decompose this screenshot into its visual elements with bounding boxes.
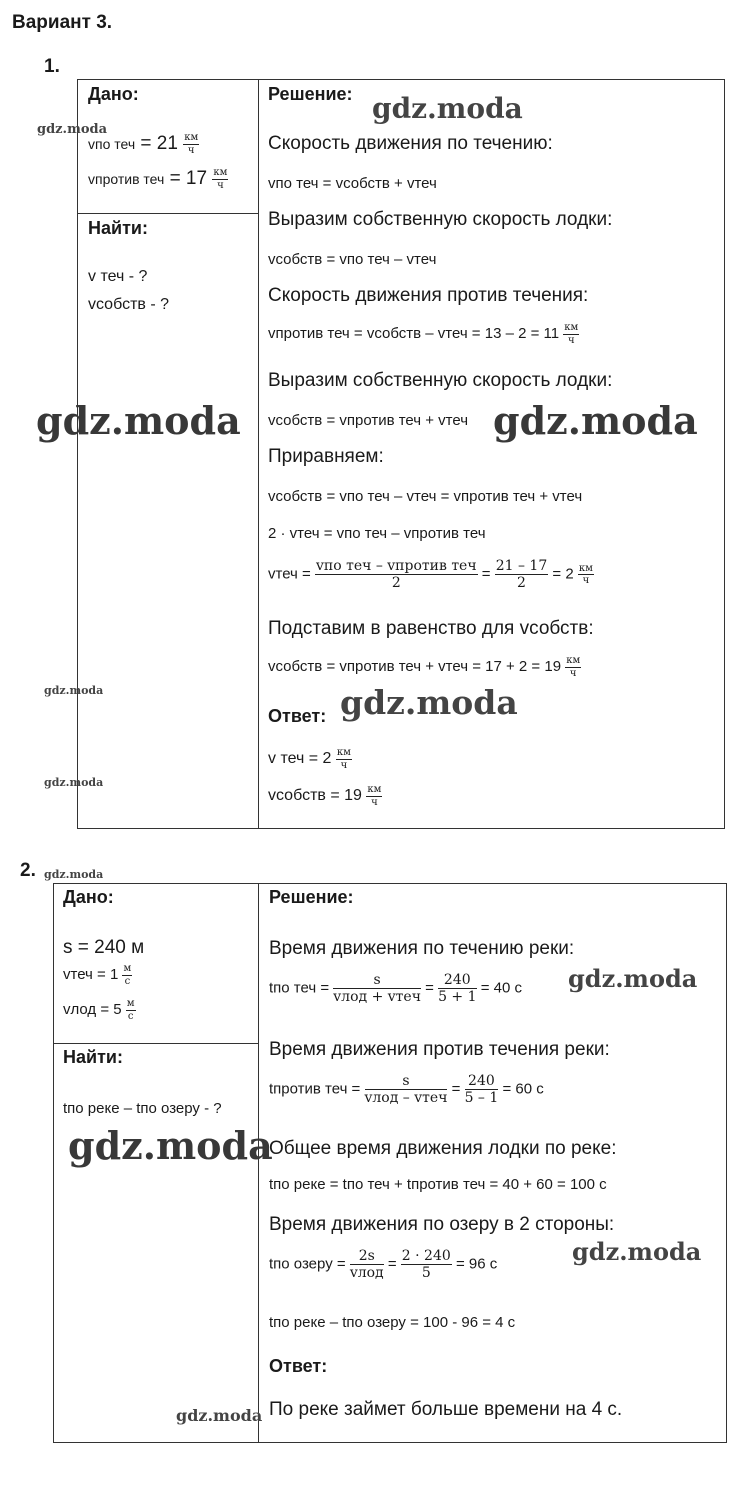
task-1-given-divider xyxy=(77,213,258,214)
watermark: gdz.moda xyxy=(493,398,698,443)
task-1-line: Подставим в равенство для vсобств: xyxy=(268,618,594,639)
task-1-line: vпротив теч = vсобств – vтеч = 13 – 2 = 11 $\frac{км}{ч}$ xyxy=(268,322,579,346)
task-2-number: 2. xyxy=(20,860,36,881)
task-2-line: Время движения против течения реки: xyxy=(269,1039,610,1060)
task-2-line: Время движения по течению реки: xyxy=(269,938,575,959)
task-1-line: Скорость движения против течения: xyxy=(268,285,589,306)
task-1-given-2: vпротив теч = 17 $\frac{км}{ч}$ xyxy=(88,167,228,191)
watermark: gdz.moda xyxy=(44,684,104,697)
watermark: gdz.moda xyxy=(68,1123,273,1168)
task-1-line: Скорость движения по течению: xyxy=(268,133,553,154)
task-2-formula-1: tпо теч = $\frac{s}{\text{vлод + vтеч}}$ = $\frac{240}{5 + 1}$ = 40 с xyxy=(269,972,522,1006)
task-1-line: Выразим собственную скорость лодки: xyxy=(268,370,613,391)
watermark: gdz.moda xyxy=(44,868,104,881)
task-1-answer-2: vсобств = 19 $\frac{км}{ч}$ xyxy=(268,784,382,808)
task-1-line: vсобств = vпо теч – vтеч xyxy=(268,251,437,268)
task-1-answer-header: Ответ: xyxy=(268,706,327,726)
task-2-line: Общее время движения лодки по реке: xyxy=(269,1138,617,1159)
watermark: gdz.moda xyxy=(572,1237,702,1266)
task-1-divider xyxy=(258,79,259,829)
task-2-answer-header: Ответ: xyxy=(269,1356,328,1376)
task-1-find-header: Найти: xyxy=(88,218,148,238)
task-2-given-1: s = 240 м xyxy=(63,937,145,958)
task-1-find-1: v теч - ? xyxy=(88,268,148,285)
watermark: gdz.moda xyxy=(44,776,104,789)
watermark: gdz.moda xyxy=(340,683,518,722)
watermark: gdz.moda xyxy=(372,92,523,125)
task-1-line: vсобств = vпротив теч + vтеч = 17 + 2 = 19 $\frac{км}{ч}$ xyxy=(268,655,581,679)
task-2-formula-3: tпо озеру = $\frac{2s}{\text{vлод}}$ = $\frac{2 \cdot 240}{5}$ = 96 с xyxy=(269,1248,498,1282)
task-1-line: 2 · vтеч = vпо теч – vпротив теч xyxy=(268,525,486,542)
task-1-line: vпо теч = vсобств + vтеч xyxy=(268,175,437,192)
task-2-given-2: vтеч = 1 $\frac{м}{с}$ xyxy=(63,963,132,987)
task-2-find: tпо реке – tпо озеру - ? xyxy=(63,1100,222,1117)
task-2-line: Время движения по озеру в 2 стороны: xyxy=(269,1214,615,1235)
page-title: Вариант 3. xyxy=(12,12,113,33)
watermark: gdz.moda xyxy=(568,964,698,993)
task-1-number: 1. xyxy=(44,56,60,77)
watermark: gdz.moda xyxy=(37,122,108,137)
task-1-line: Приравняем: xyxy=(268,446,384,467)
task-2-find-header: Найти: xyxy=(63,1047,123,1067)
task-1-given-1: vпо теч = 21 $\frac{км}{ч}$ xyxy=(88,132,199,156)
watermark: gdz.moda xyxy=(36,398,241,443)
task-2-line: tпо реке = tпо теч + tпротив теч = 40 + 60 = 100 с xyxy=(269,1176,607,1193)
task-1-answer-1: v теч = 2 $\frac{км}{ч}$ xyxy=(268,747,351,771)
task-1-solution-header: Решение: xyxy=(268,84,353,104)
task-2-formula-2: tпротив теч = $\frac{s}{\text{vлод – vтеч}}$ = $\frac{240}{5 - 1}$ = 60 с xyxy=(269,1073,544,1107)
task-2-line: tпо реке – tпо озеру = 100 - 96 = 4 с xyxy=(269,1314,516,1331)
task-1-line: vсобств = vпо теч – vтеч = vпротив теч + vтеч xyxy=(268,488,583,505)
task-2-solution-header: Решение: xyxy=(269,887,354,907)
watermark: gdz.moda xyxy=(176,1406,263,1425)
task-1-find-2: vсобств - ? xyxy=(88,296,170,313)
task-2-given-3: vлод = 5 $\frac{м}{с}$ xyxy=(63,998,135,1022)
task-2-answer: По реке займет больше времени на 4 с. xyxy=(269,1399,623,1420)
task-1-line: Выразим собственную скорость лодки: xyxy=(268,209,613,230)
task-1-formula-vtech: vтеч = $\frac{\text{vпо теч – vпротив теч}}{2}$ = $\frac{21 - 17}{2}$ = 2 $\frac{км}{ч}$ xyxy=(268,558,593,592)
task-1-given-header: Дано: xyxy=(88,84,139,104)
task-2-given-divider xyxy=(53,1043,258,1044)
task-1-line: vсобств = vпротив теч + vтеч xyxy=(268,412,469,429)
task-2-given-header: Дано: xyxy=(63,887,114,907)
